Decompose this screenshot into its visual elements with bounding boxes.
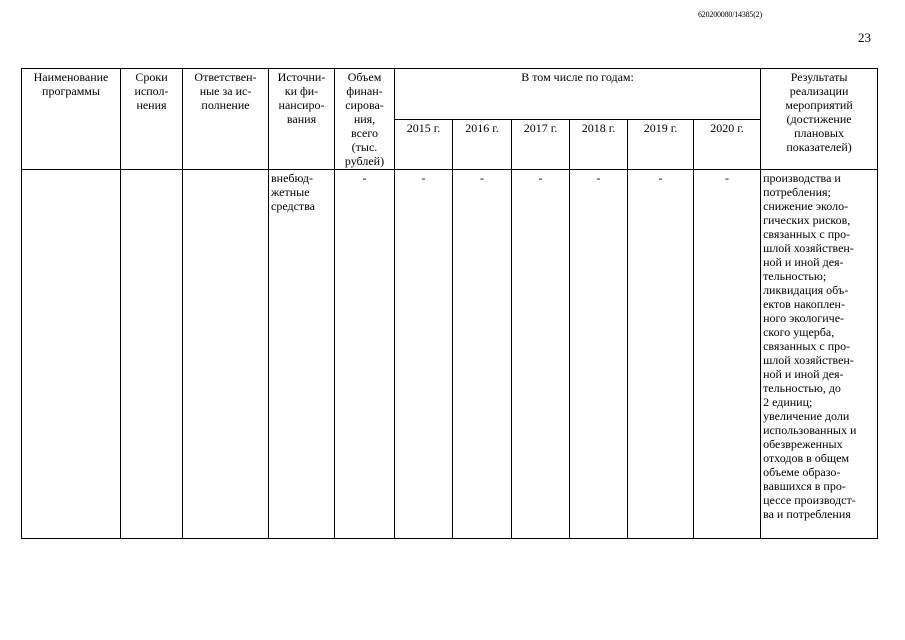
cell-results: производства и потребления; снижение эколо- гических рисков, связанных с про- шлой хозяйствен- ной и иной дея- тельностью; ликвидация объ- ектов накоплен- ного экологиче- ского ущерба, связанных с про- шлой хозяйствен- ной и иной дея- тельностью, до 2 единиц; увеличение доли использованных и обезвреженных отходов в общем объеме образо- вавшихся в про- цессе производст- ва и потребления [761,170,878,539]
col-header-terms: Сроки испол- нения [121,69,183,170]
cell-terms [121,170,183,539]
table-row [22,170,878,539]
col-header-year: 2018 г. [570,119,628,170]
col-header-responsible: Ответствен- ные за ис- полнение [183,69,269,170]
cell-year-value: - [694,170,761,539]
cell-year-value: - [395,170,453,539]
col-header-results: Результаты реализации мероприятий (достижение плановых показателей) [761,69,878,170]
cell-year-value: - [453,170,512,539]
cell-year-value: - [512,170,570,539]
col-header-year: 2016 г. [453,119,512,170]
cell-program-name [22,170,121,539]
page-number: 23 [858,30,871,45]
col-header-by-years: В том числе по годам: [395,69,761,120]
cell-year-value: - [570,170,628,539]
col-header-year: 2019 г. [628,119,694,170]
col-header-year: 2020 г. [694,119,761,170]
cell-responsible [183,170,269,539]
col-header-year: 2015 г. [395,119,453,170]
col-header-program-name: Наименование программы [22,69,121,170]
cell-total: - [335,170,395,539]
cell-funding-source: внебюд- жетные средства [269,170,335,539]
cell-year-value: - [628,170,694,539]
col-header-funding-volume: Объем финан- сирова- ния, всего (тыс. рублей) [335,69,395,170]
col-header-funding-sources: Источни- ки фи- нансиро- вания [269,69,335,170]
program-table [21,68,878,539]
document-code: 620200080/14385(2) [698,10,762,19]
col-header-year: 2017 г. [512,119,570,170]
